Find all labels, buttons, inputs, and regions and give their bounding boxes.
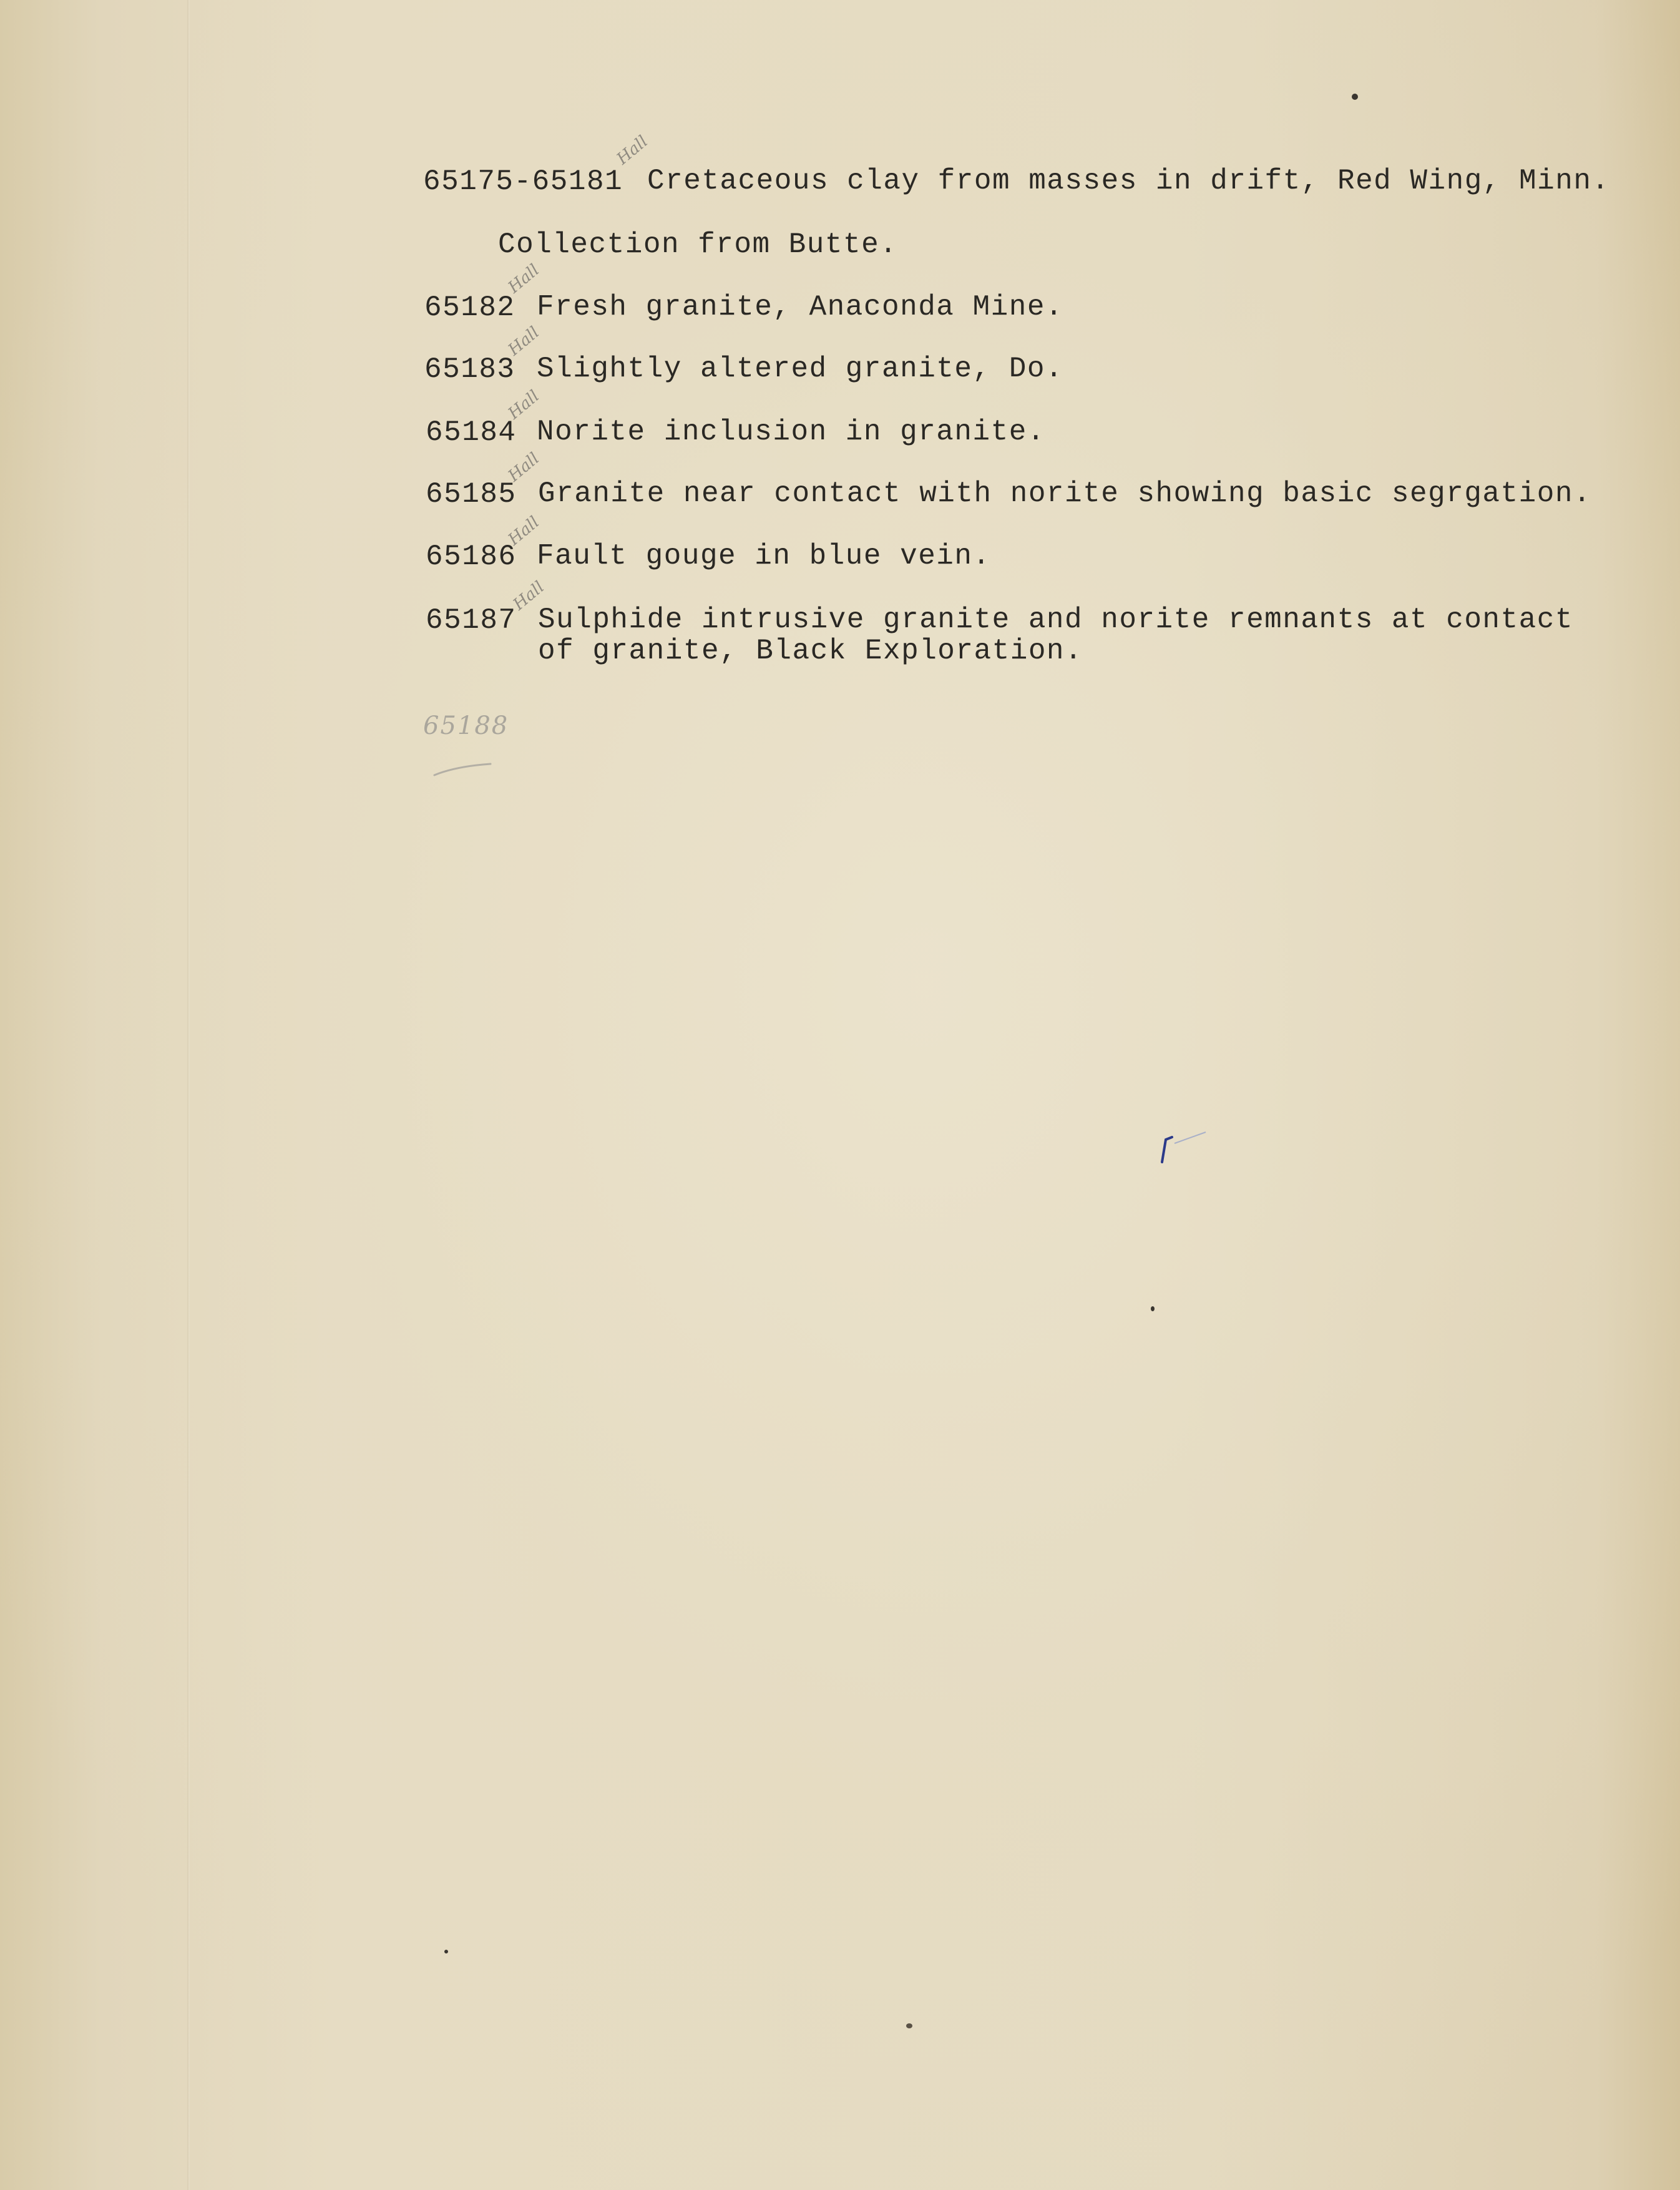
entry-description: Norite inclusion in granite. [537,416,1045,448]
entry-description: Slightly altered granite, Do. [537,353,1064,385]
entry-number: 65187 [426,604,517,637]
entry-number: 65186 [426,540,517,573]
pencil-number-annotation: 65188 [423,711,509,740]
pencil-annotation: Hall [504,512,543,549]
ink-mark [1156,1125,1231,1175]
entry-description-continued: of granite, Black Exploration. [538,635,1083,667]
section-heading: Collection from Butte. [498,228,898,261]
paper-speck [444,1950,448,1953]
entry-description: Cretaceous clay from masses in drift, Red Wing, Minn. [647,165,1610,197]
entry-description: Granite near contact with norite showing basic segrgation. [538,477,1592,510]
entry-number: 65185 [426,478,517,511]
pencil-annotation: Hall [504,449,543,486]
paper-speck [906,2023,912,2028]
entry-description: Sulphide intrusive granite and norite remnants at contact [538,604,1573,636]
entry-description: Fault gouge in blue vein. [537,540,991,572]
pencil-annotation: Hall [613,132,652,169]
entry-number: 65175-65181 [423,165,623,198]
paper-speck [1352,94,1358,100]
entry-number: 65183 [424,353,515,386]
pencil-annotation: Hall [504,260,543,297]
pencil-annotation: Hall [504,323,543,359]
page-fold-line [187,0,190,2190]
entry-number: 65182 [424,291,515,324]
pencil-annotation: Hall [509,577,548,614]
entry-description: Fresh granite, Anaconda Mine. [537,291,1064,323]
pencil-stroke [431,755,499,780]
paper-speck [1151,1306,1155,1311]
pencil-annotation: Hall [504,386,543,423]
entry-number: 65184 [426,416,517,449]
